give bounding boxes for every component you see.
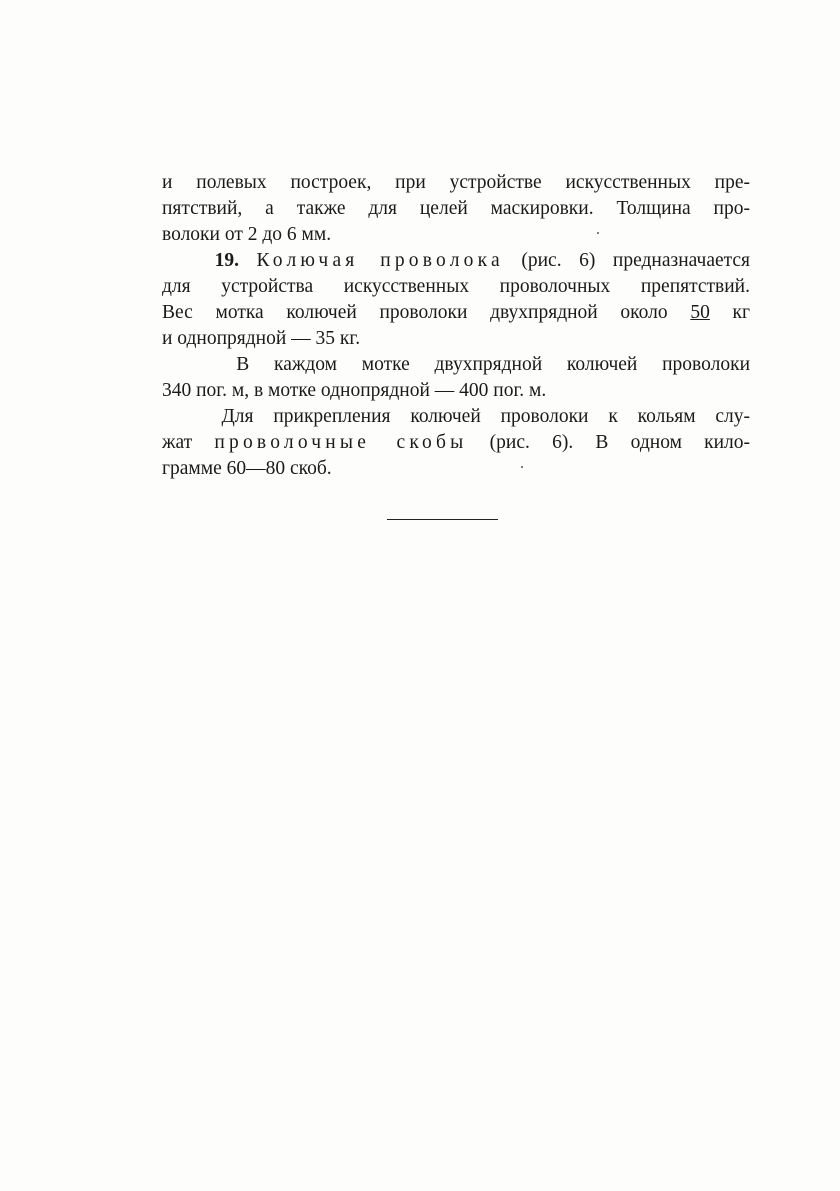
print-speck (521, 466, 523, 468)
paragraph-4-line-2-rest: (рис. 6). В одном кило- (489, 432, 751, 453)
paragraph-2 (162, 248, 750, 352)
paragraph-3-line-1-text: В каждом мотке двухпрядной колючей проволоки (236, 354, 751, 375)
paragraph-3-line-1 (162, 352, 750, 378)
paragraph-1-line-3: волоки от 2 до 6 мм. (162, 224, 332, 245)
print-speck (597, 232, 599, 234)
section-divider (387, 519, 498, 520)
term-barbed-wire: Колючая проволока (256, 250, 504, 271)
paragraph-4 (162, 404, 750, 482)
paragraph-1 (162, 170, 750, 248)
paragraph-3 (162, 352, 750, 404)
paragraph-2-line-1 (162, 248, 750, 274)
section-number: 19. (214, 250, 239, 271)
paragraph-2-line-4: и однопрядной — 35 кг. (162, 328, 361, 349)
paragraph-2-line-3-start: Вес мотка колючей проволоки двухпрядной около (162, 302, 668, 323)
paragraph-1-line-1: и полевых построек, при устройстве искусственных пре- (162, 172, 750, 193)
weight-value: 50 (690, 302, 710, 323)
paragraph-2-line-1-rest: (рис. 6) предназначается (521, 250, 751, 271)
text-block (162, 170, 750, 482)
paragraph-2-line-2: для устройства искусственных проволочных препятствий. (162, 276, 750, 297)
paragraph-4-line-3: грамме 60—80 скоб. (162, 458, 332, 479)
weight-unit: кг (732, 302, 751, 323)
paragraph-2-line-3 (162, 300, 750, 326)
paragraph-1-line-2: пятствий, а также для целей маскировки. Толщина про- (162, 198, 750, 219)
paragraph-4-line-2 (162, 430, 750, 456)
paragraph-4-line-1 (162, 404, 750, 430)
term-wire-staples: проволочные скобы (214, 432, 468, 453)
paragraph-4-line-1-text: Для прикрепления колючей проволоки к кольям слу- (221, 406, 750, 427)
paragraph-4-line-2-start: жат (162, 432, 193, 453)
paragraph-3-line-2: 340 пог. м, в мотке однопрядной — 400 пог. м. (162, 380, 547, 401)
